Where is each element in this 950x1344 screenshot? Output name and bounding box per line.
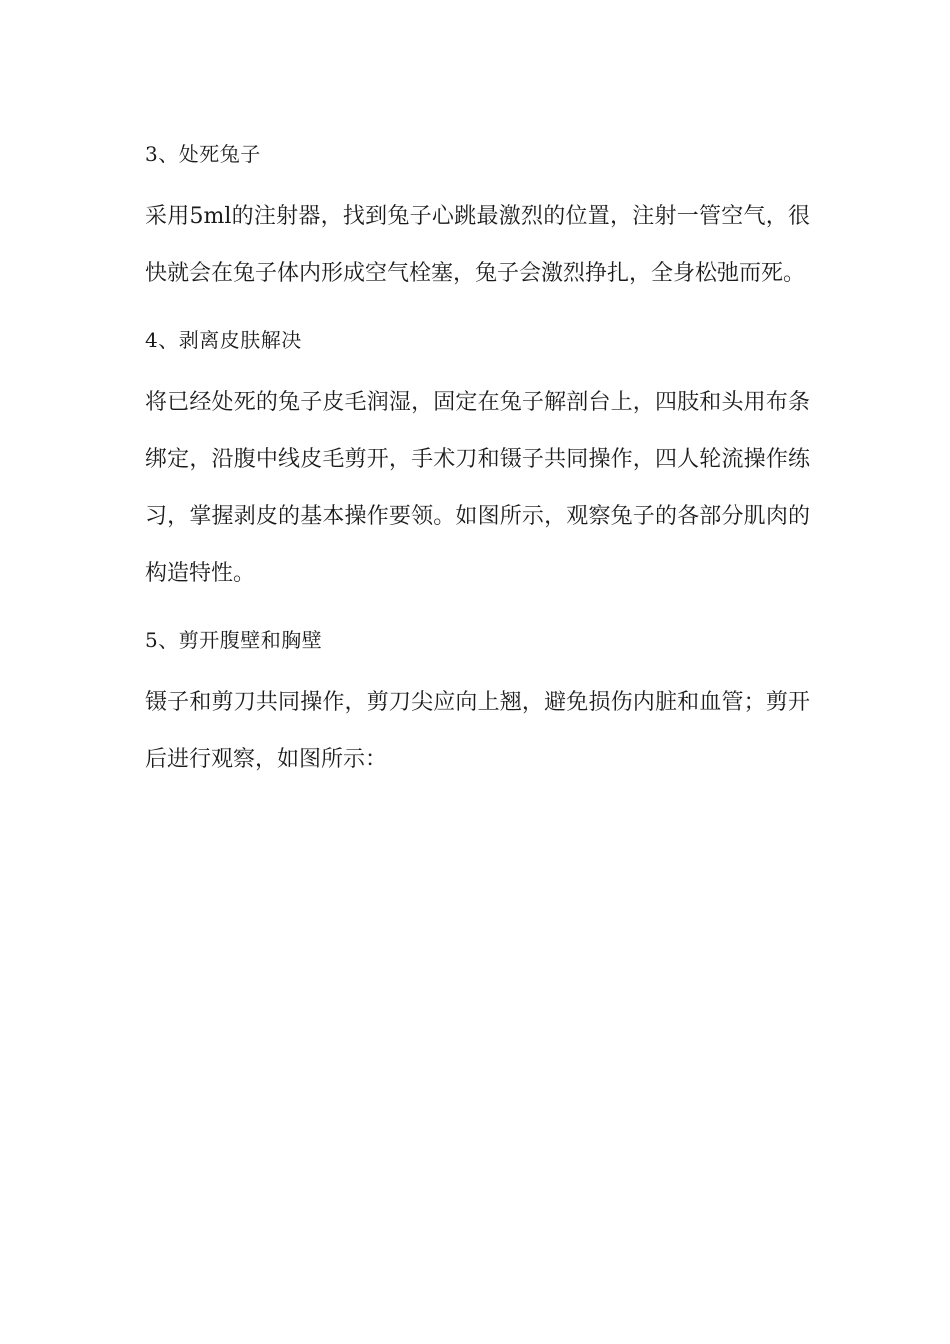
section-heading-3: 3、处死兔子	[145, 142, 261, 166]
section-heading-4: 4、剥离皮肤解决	[145, 328, 302, 352]
section-body-3: 采用5ml的注射器，找到兔子心跳最激烈的位置，注射一管空气，很快就会在兔子体内形成空气栓塞，兔子会激烈挣扎，全身松弛而死。	[145, 204, 810, 286]
section-body-4: 将已经处死的兔子皮毛润湿，固定在兔子解剖台上，四肢和头用布条绑定，沿腹中线皮毛剪开，手术刀和镊子共同操作，四人轮流操作练习，掌握剥皮的基本操作要领。如图所示，观察兔子的各部分肌肉的构造特性。	[145, 390, 810, 586]
document-content	[145, 134, 810, 806]
section-body-5: 镊子和剪刀共同操作，剪刀尖应向上翘，避免损伤内脏和血管；剪开后进行观察，如图所示：	[145, 690, 810, 772]
section-heading-5: 5、剪开腹壁和胸壁	[145, 628, 323, 652]
